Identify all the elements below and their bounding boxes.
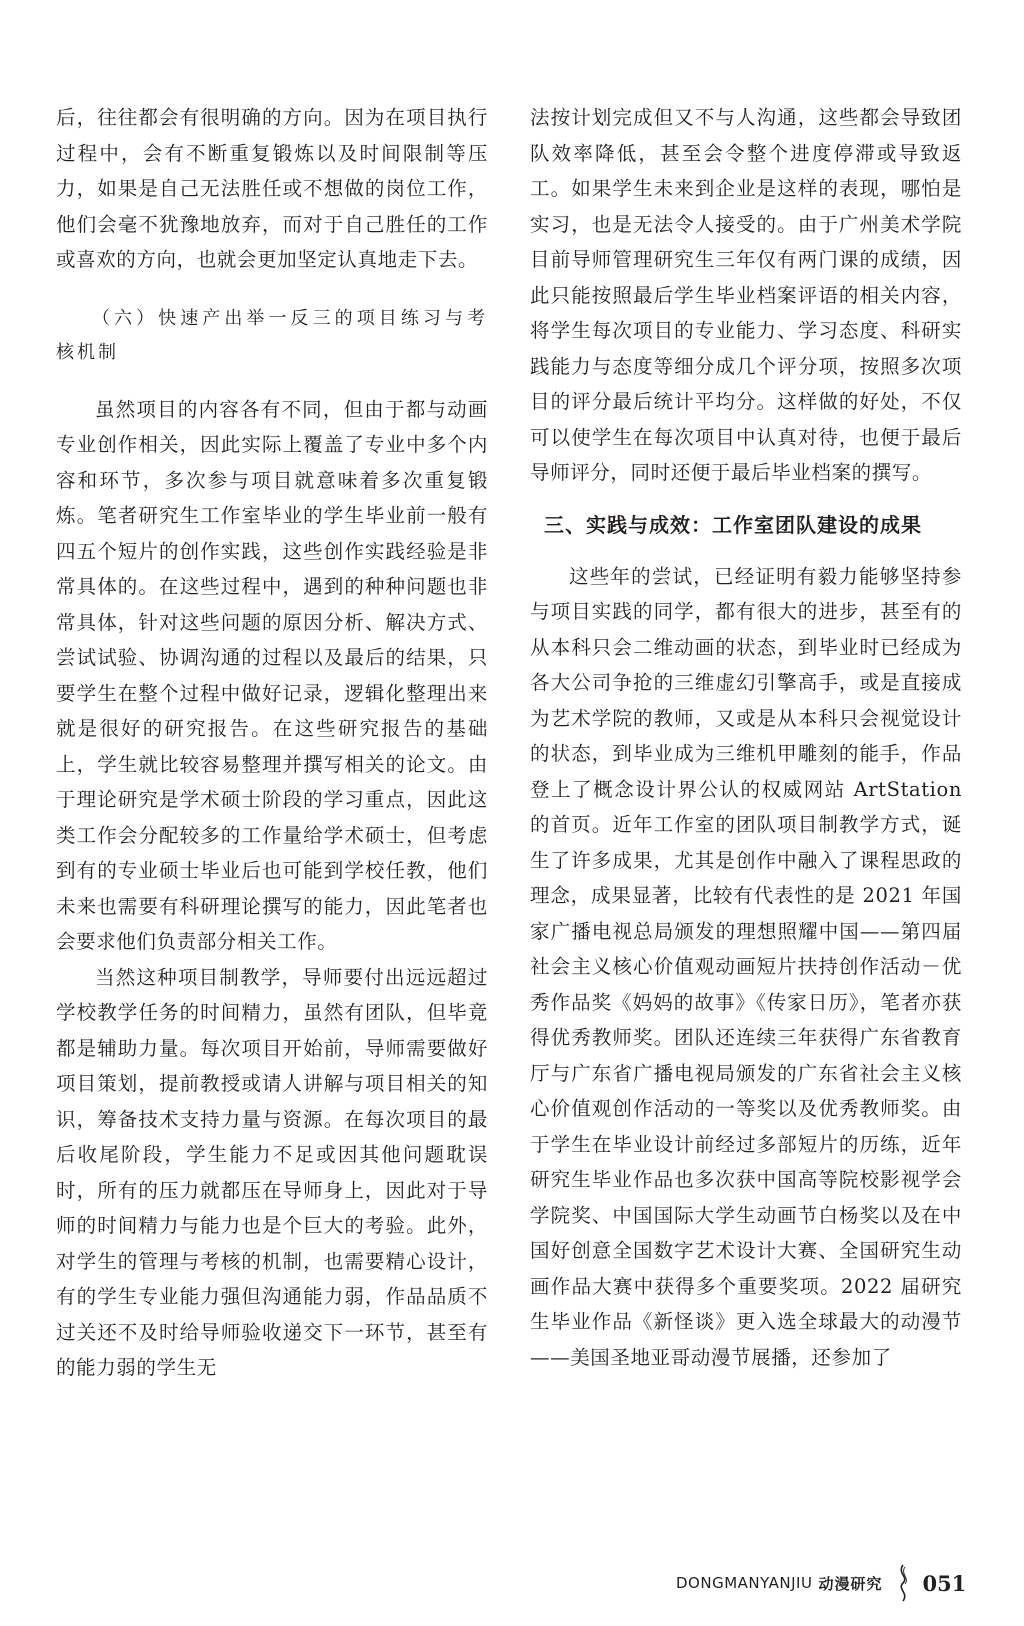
paragraph: 当然这种项目制教学，导师要付出远远超过学校教学任务的时间精力，虽然有团队，但毕竟都是辅助力量。每次项目开始前，导师需要做好项目策划，提前教授或请人讲解与项目相关的知识，筹备技术支持力量与资源。在每次项目的最后收尾阶段，学生能力不足或因其他问题耽误时，所有的压力就都压在导师身上，因此对于导师的时间精力与能力也是个巨大的考验。此外，对学生的管理与考核的机制，也需要精心设计，有的学生专业能力强但沟通能力弱，作品品质不过关还不及时给导师验收递交下一环节，甚至有的能力弱的学生无 [56,965,488,1379]
swirl-ornament-icon [894,1563,912,1603]
page-number: 051 [922,1570,967,1596]
journal-name-pinyin: DONGMANYANJIU [676,1574,813,1592]
paragraph: 法按计划完成但又不与人沟通，这些都会导致团队效率降低，甚至会令整个进度停滞或导致返工。如果学生未来到企业是这样的表现，哪怕是实习，也是无法令人接受的。由于广州美术学院目前导师管理研究生三年仅有两门课的成绩，因此只能按照最后学生毕业档案评语的相关内容，将学生每次项目的专业能力、学习态度、科研实践能力与态度等细分成几个评分项，按照多次项目的评分最后统计平均分。这样做的好处，不仅可以使学生在每次项目中认真对待，也便于最后导师评分，同时还便于最后毕业档案的撰写。 [530,106,962,484]
paragraph: 后，往往都会有很明确的方向。因为在项目执行过程中，会有不断重复锻炼以及时间限制等压力，如果是自己无法胜任或不想做的岗位工作，他们会毫不犹豫地放弃，而对于自己胜任的工作或喜欢的方向，也就会更加坚定认真地走下去。 [56,106,488,271]
journal-name-chinese: 动漫研究 [818,1574,883,1593]
paragraph: 这些年的尝试，已经证明有毅力能够坚持参与项目实践的同学，都有很大的进步，甚至有的从本科只会二维动画的状态，到毕业时已经成为各大公司争抢的三维虚幻引擎高手，或是直接成为艺术学院的教师，又或是从本科只会视觉设计的状态，到毕业成为三维机甲雕刻的能手，作品登上了概念设计界公认的权威网站 ArtStation 的首页。近年工作室的团队项目制教学方式，诞生了许多成果，尤其是创作中融入了课程思政的理念，成果显著，比较有代表性的是 2021 年国家广播电视总局颁发的理想照耀中国——第四届社会主义核心价值观动画短片扶持创作活动－优秀作品奖《妈妈的故事》《传家日历》，笔者亦获得优秀教师奖。团队还连续三年获得广东省教育厅与广东省广播电视局颁发的广东省社会主义核心价值观创作活动的一等奖以及优秀教师奖。由于学生在毕业设计前经过多部短片的历练，近年研究生毕业作品也多次获中国高等院校影视学会学院奖、中国国际大学生动画节白杨奖以及在中国好创意全国数字艺术设计大赛、全国研究生动画作品大赛中获得多个重要奖项。2022 届研究生毕业作品《新怪谈》更入选全球最大的动漫节——美国圣地亚哥动漫节展播，还参加了 [530,564,962,1369]
left-column [56,100,488,1386]
right-column [530,100,962,1375]
section-heading: 三、实践与成效：工作室团队建设的成果 [544,512,922,537]
paragraph: 虽然项目的内容各有不同，但由于都与动画专业创作相关，因此实际上覆盖了专业中多个内容和环节，多次参与项目就意味着多次重复锻炼。笔者研究生工作室毕业的学生毕业前一般有四五个短片的创作实践，这些创作实践经验是非常具体的。在这些过程中，遇到的种种问题也非常具体，针对这些问题的原因分析、解决方式、尝试试验、协调沟通的过程以及最后的结果，只要学生在整个过程中做好记录，逻辑化整理出来就是很好的研究报告。在这些研究报告的基础上，学生就比较容易整理并撰写相关的论文。由于理论研究是学术硕士阶段的学习重点，因此这类工作会分配较多的工作量给学术硕士，但考虑到有的专业硕士毕业后也可能到学校任教，他们未来也需要有科研理论撰写的能力，因此笔者也会要求他们负责部分相关工作。 [56,397,488,953]
subsection-heading: （六）快速产出举一反三的项目练习与考核机制 [56,307,488,363]
page-footer [676,1568,966,1598]
